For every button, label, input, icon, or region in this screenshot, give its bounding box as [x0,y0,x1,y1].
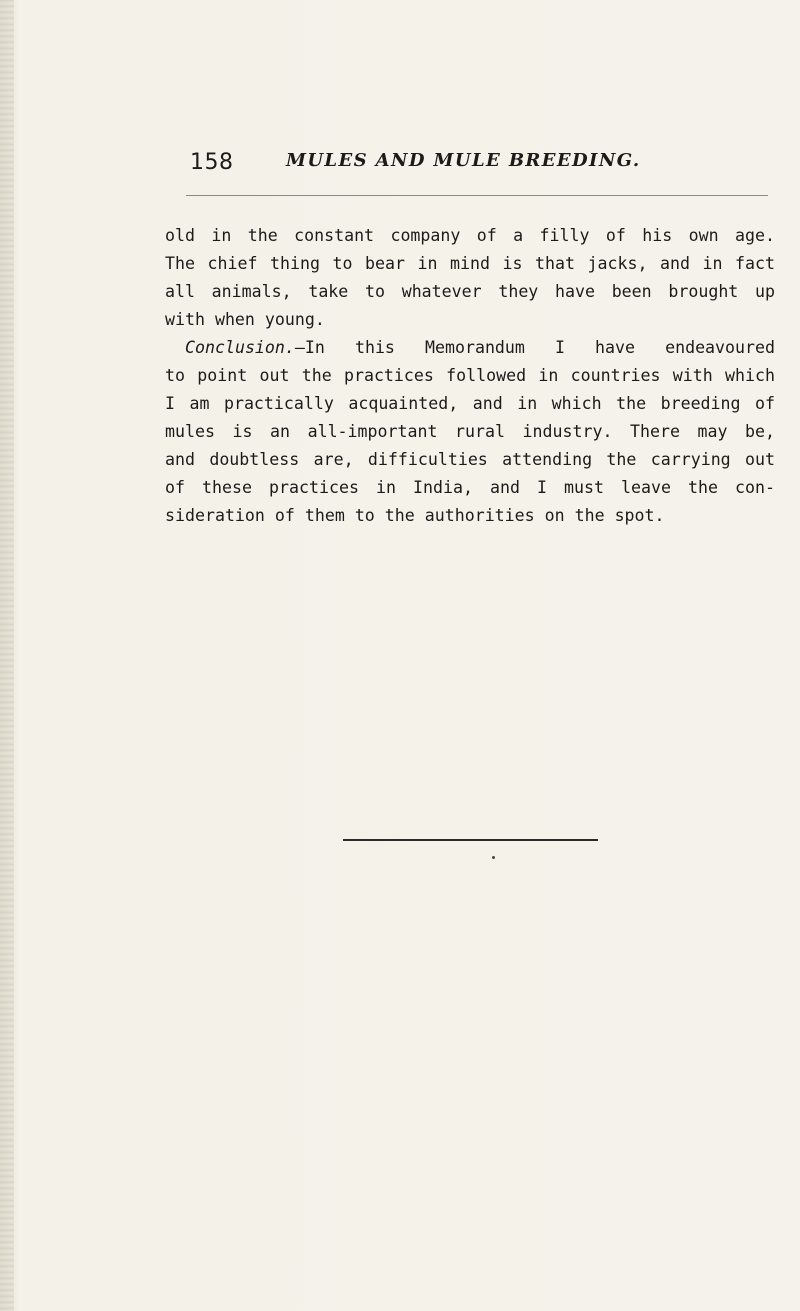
text-line: all animals, take to whatever they have been brought up [165,282,775,301]
text-line: mules is an all-important rural industry. There may be, [165,422,775,441]
binding-edge [0,0,14,1311]
conclusion-paragraph-start [165,334,775,362]
running-head [190,150,770,180]
header-rule [186,195,768,196]
text-line: of these practices in India, and I must leave the con- [165,478,775,497]
text-line: to point out the practices followed in countries with which [165,366,775,385]
conclusion-heading: Conclusion. [185,338,295,357]
body-text [165,222,775,530]
page-number: 158 [190,150,234,175]
running-title: MULES AND MULE BREEDING. [286,150,641,171]
end-rule [343,839,598,841]
text-line: I am practically acquainted, and in which the breeding of [165,394,775,413]
printer-mark [492,856,495,859]
text-line: The chief thing to bear in mind is that jacks, and in fact [165,254,775,273]
text-line: and doubtless are, difficulties attending the carrying out [165,450,775,469]
text-line: old in the constant company of a filly of his own age. [165,226,775,245]
text-line: sideration of them to the authorities on the spot. [165,506,665,525]
text-line: with when young. [165,310,325,329]
text-line: —In this Memorandum I have endeavoured [294,338,775,357]
